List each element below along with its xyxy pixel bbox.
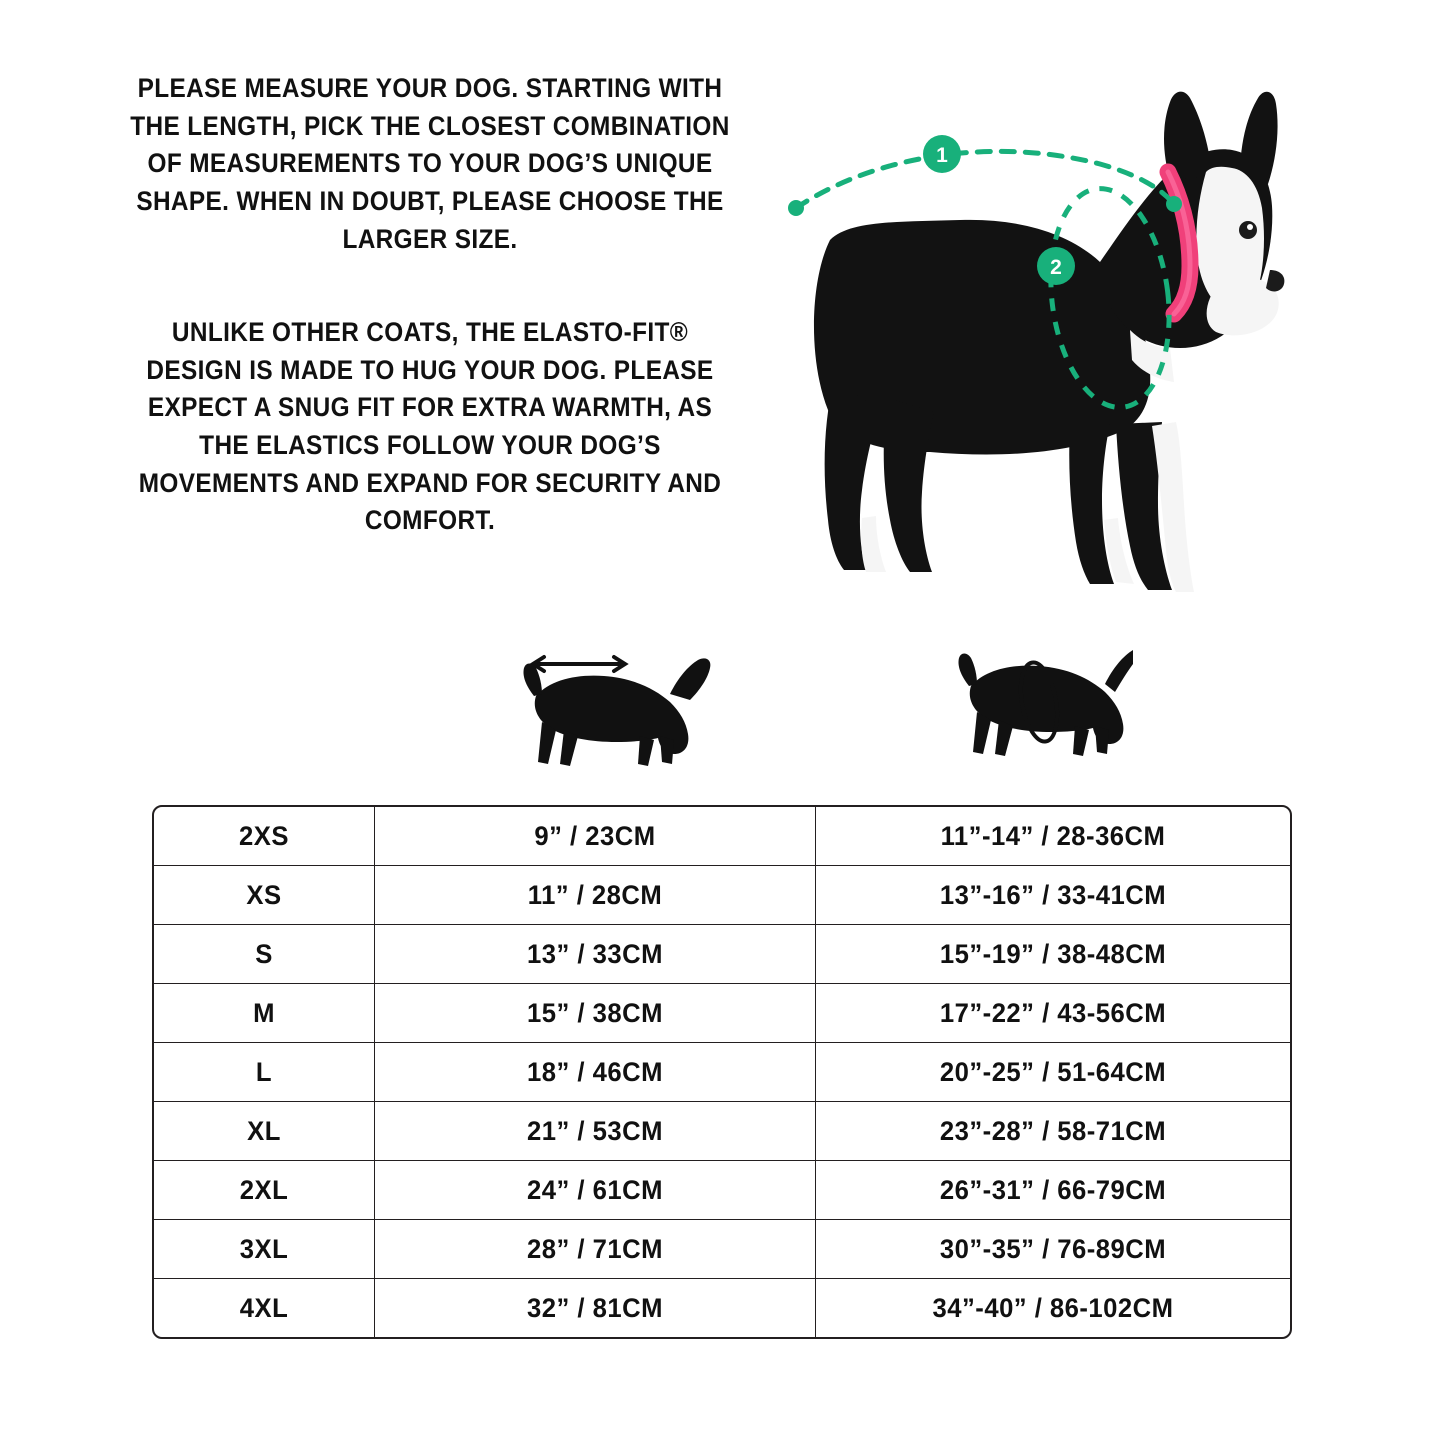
size-chart-table xyxy=(154,807,1290,1337)
table-row xyxy=(154,925,1290,984)
length-value: 28” / 71CM xyxy=(527,1233,663,1264)
cell-length xyxy=(375,1220,816,1279)
cell-length xyxy=(375,807,816,866)
cell-girth xyxy=(816,984,1291,1043)
girth-value: 13”-16” / 33-41CM xyxy=(939,879,1167,910)
cell-girth xyxy=(816,1279,1291,1338)
girth-value: 30”-35” / 76-89CM xyxy=(939,1233,1167,1264)
table-row xyxy=(154,1161,1290,1220)
cell-size xyxy=(154,1161,375,1220)
cell-size xyxy=(154,1043,375,1102)
table-row xyxy=(154,984,1290,1043)
size-label: XS xyxy=(246,879,282,910)
length-value: 15” / 38CM xyxy=(527,997,663,1028)
cell-size xyxy=(154,984,375,1043)
cell-girth xyxy=(816,807,1291,866)
svg-text:1: 1 xyxy=(936,144,948,167)
cell-length xyxy=(375,1102,816,1161)
measure-instructions-paragraph: PLEASE MEASURE YOUR DOG. STARTING WITH THE LENGTH, PICK THE CLOSEST COMBINATION OF MEASUREMENTS TO YOUR DOG’S UNIQUE SHAPE. WHEN IN DOUBT, PLEASE CHOOSE THE LARGER SIZE. xyxy=(130,73,730,254)
dog-photo-container xyxy=(760,70,1385,630)
girth-value: 26”-31” / 66-79CM xyxy=(939,1174,1167,1205)
size-label: M xyxy=(253,997,275,1028)
length-value: 11” / 28CM xyxy=(527,879,663,910)
cell-girth xyxy=(816,1043,1291,1102)
girth-value: 23”-28” / 58-71CM xyxy=(939,1115,1167,1146)
length-value: 32” / 81CM xyxy=(527,1292,663,1323)
table-row xyxy=(154,1043,1290,1102)
dog-length-silhouette-icon xyxy=(520,650,720,780)
girth-value: 15”-19” / 38-48CM xyxy=(939,938,1167,969)
length-value: 24” / 61CM xyxy=(527,1174,663,1205)
cell-girth xyxy=(816,1161,1291,1220)
length-value: 21” / 53CM xyxy=(527,1115,663,1146)
svg-text:2: 2 xyxy=(1050,256,1062,279)
intro-section xyxy=(0,0,1445,640)
cell-size xyxy=(154,1220,375,1279)
cell-length xyxy=(375,1043,816,1102)
silhouette-row xyxy=(0,650,1445,790)
cell-girth xyxy=(816,1220,1291,1279)
table-row xyxy=(154,807,1290,866)
elasto-fit-paragraph: UNLIKE OTHER COATS, THE ELASTO-FIT® DESIGN IS MADE TO HUG YOUR DOG. PLEASE EXPECT A SNUG FIT FOR EXTRA WARMTH, AS THE ELASTICS FOLLOW YOUR DOG’S MOVEMENTS AND EXPAND FOR SECURITY AND COMFORT. xyxy=(138,317,722,536)
cell-girth xyxy=(816,1102,1291,1161)
size-label: XL xyxy=(247,1115,281,1146)
cell-size xyxy=(154,807,375,866)
length-value: 18” / 46CM xyxy=(527,1056,663,1087)
length-value: 9” / 23CM xyxy=(534,820,656,851)
dog-measurement-photo xyxy=(770,80,1290,620)
dog-girth-silhouette-icon xyxy=(955,650,1135,780)
length-value: 13” / 33CM xyxy=(527,938,663,969)
size-chart-table-container xyxy=(152,805,1292,1339)
cell-length xyxy=(375,984,816,1043)
cell-size xyxy=(154,1279,375,1338)
size-label: 3XL xyxy=(239,1233,289,1264)
cell-length xyxy=(375,1161,816,1220)
table-row xyxy=(154,866,1290,925)
cell-length xyxy=(375,1279,816,1338)
table-row xyxy=(154,1102,1290,1161)
cell-size xyxy=(154,866,375,925)
instructions-copy xyxy=(60,70,760,540)
cell-girth xyxy=(816,866,1291,925)
cell-size xyxy=(154,925,375,984)
table-row xyxy=(154,1279,1290,1338)
size-label: S xyxy=(255,938,273,969)
cell-length xyxy=(375,866,816,925)
girth-value: 34”-40” / 86-102CM xyxy=(932,1292,1174,1323)
cell-girth xyxy=(816,925,1291,984)
girth-value: 20”-25” / 51-64CM xyxy=(939,1056,1167,1087)
size-label: L xyxy=(255,1056,273,1087)
cell-length xyxy=(375,925,816,984)
girth-value: 17”-22” / 43-56CM xyxy=(939,997,1167,1028)
girth-value: 11”-14” / 28-36CM xyxy=(940,820,1166,851)
size-label: 2XS xyxy=(239,820,289,851)
size-chart-body xyxy=(154,807,1290,1337)
size-label: 2XL xyxy=(239,1174,289,1205)
table-row xyxy=(154,1220,1290,1279)
size-label: 4XL xyxy=(239,1292,289,1323)
cell-size xyxy=(154,1102,375,1161)
